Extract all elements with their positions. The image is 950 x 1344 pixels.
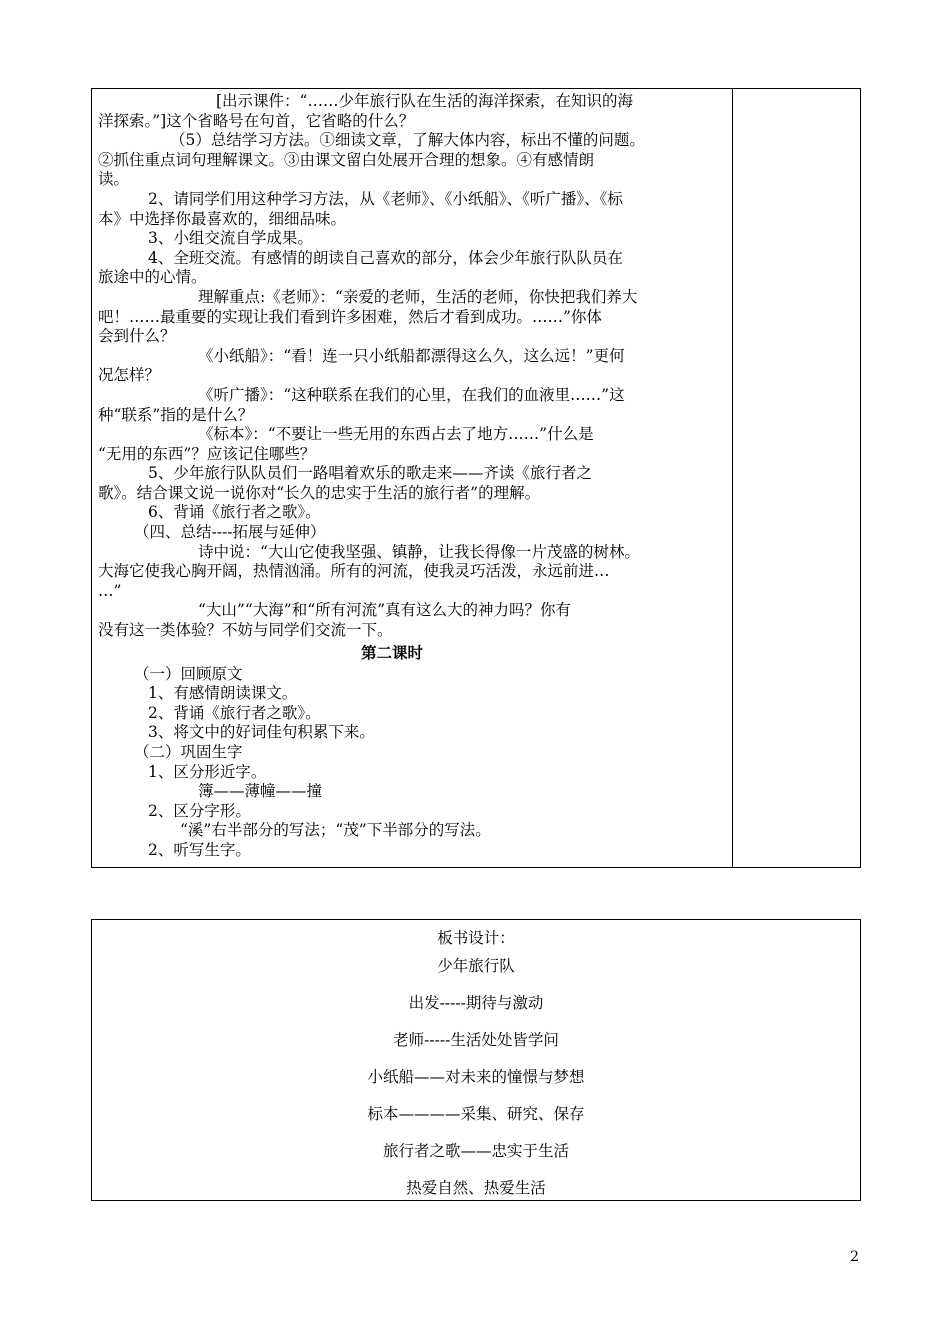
board-design-line: 少年旅行队	[437, 957, 515, 975]
lesson-line: 旅途中的心情。	[98, 268, 207, 287]
lesson-line: 《标本》：“不要让一些无用的东西占去了地方……”什么是	[198, 425, 594, 444]
lesson-line: 会到什么？	[98, 327, 176, 346]
lesson-line: 读。	[98, 170, 130, 189]
lesson-line: 本》中选择你最喜欢的，细细品味。	[98, 209, 347, 228]
lesson-line: 2、听写生字。	[148, 840, 251, 859]
lesson-line: 6、背诵《旅行者之歌》。	[148, 503, 321, 522]
lesson-line: 没有这一类体验？不妨与同学们交流一下。	[98, 621, 393, 640]
board-design-line: 热爱自然、热爱生活	[406, 1179, 546, 1197]
table-column-divider	[732, 89, 733, 867]
board-design-heading: 板书设计：	[437, 929, 515, 947]
lesson-line: 3、小组交流自学成果。	[148, 229, 313, 248]
lesson-line: “无用的东西”？应该记住哪些？	[98, 444, 316, 463]
board-design-table	[91, 919, 861, 1201]
lesson-line: （四、总结----拓展与延伸）	[134, 523, 326, 542]
lesson-line: （一）回顾原文	[134, 664, 243, 683]
board-design-line: 老师-----生活处处皆学问	[393, 1031, 559, 1049]
lesson-line: （5）总结学习方法。①细读文章，了解大体内容，标出不懂的问题。	[170, 131, 645, 150]
lesson-line: …”	[98, 581, 122, 600]
lesson-line: 理解重点:《老师》：“亲爱的老师，生活的老师，你快把我们养大	[198, 287, 638, 306]
page-number: 2	[850, 1249, 859, 1265]
lesson-line: 吧！……最重要的实现让我们看到许多困难，然后才看到成功。……”你体	[98, 307, 602, 326]
section-title-second-lesson: 第二课时	[360, 642, 423, 662]
lesson-line: 5、少年旅行队队员们一路唱着欢乐的歌走来——齐读《旅行者之	[148, 464, 592, 483]
lesson-line: 2、背诵《旅行者之歌》。	[148, 703, 321, 722]
lesson-line: 《听广播》：“这种联系在我们的心里，在我们的血液里……”这	[198, 385, 625, 404]
lesson-line: “大山”“大海”和“所有河流”真有这么大的神力吗？你有	[198, 601, 572, 620]
lesson-line: 3、将文中的好词佳句积累下来。	[148, 723, 375, 742]
lesson-line: 歌》。结合课文说一说你对“长久的忠实于生活的旅行者”的理解。	[98, 483, 541, 502]
lesson-line: 2、区分字形。	[148, 801, 251, 820]
lesson-line: 2、请同学们用这种学习方法，从《老师》、《小纸船》、《听广播》、《标	[148, 189, 623, 208]
lesson-line: 《小纸船》：“看！连一只小纸船都漂得这么久，这么远！”更何	[198, 346, 625, 365]
lesson-line: 洋探索。”]这个省略号在句首，它省略的什么？	[98, 111, 415, 130]
board-design-line: 小纸船——对未来的憧憬与梦想	[367, 1068, 585, 1086]
lesson-line: [出示课件：“……少年旅行队在生活的海洋探索，在知识的海	[216, 92, 633, 110]
board-design-line: 出发-----期待与激动	[408, 994, 544, 1012]
lesson-line: 大海它使我心胸开阔，热情汹涌。所有的河流，使我灵巧活泼，永远前进…	[98, 562, 610, 581]
lesson-line: “溪”右半部分的写法；“茂”下半部分的写法。	[180, 821, 491, 840]
lesson-line: 簿——薄幢——撞	[198, 782, 323, 801]
lesson-line: 况怎样？	[98, 366, 161, 385]
lesson-line: 1、有感情朗读课文。	[148, 684, 298, 703]
lesson-line: 诗中说：“大山它使我坚强、镇静，让我长得像一片茂盛的树林。	[198, 542, 640, 561]
lesson-line: 4、全班交流。有感情的朗读自己喜欢的部分，体会少年旅行队队员在	[148, 248, 623, 267]
lesson-line: （二）巩固生字	[134, 743, 243, 761]
lesson-line: 种“联系”指的是什么？	[98, 405, 254, 424]
lesson-line: ②抓住重点词句理解课文。③由课文留白处展开合理的想象。④有感情朗	[98, 150, 595, 169]
lesson-table	[91, 88, 861, 868]
lesson-content	[98, 92, 726, 861]
board-design-line: 标本————采集、研究、保存	[367, 1105, 585, 1123]
board-design-line: 旅行者之歌——忠实于生活	[382, 1142, 569, 1160]
lesson-line: 1、区分形近字。	[148, 762, 267, 781]
